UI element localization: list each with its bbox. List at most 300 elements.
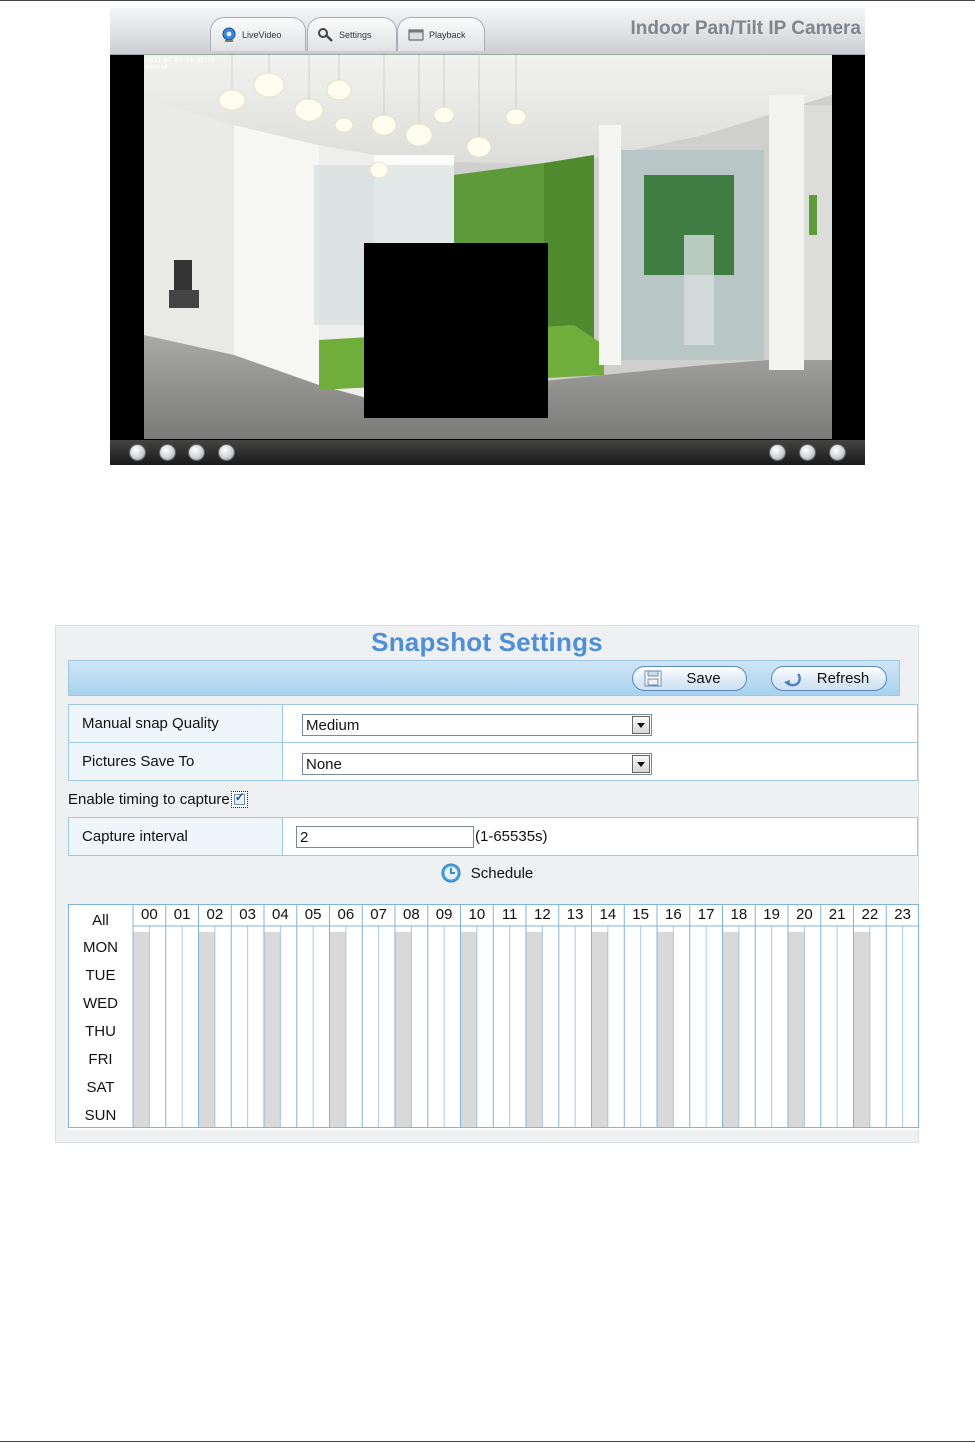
schedule-cell[interactable] xyxy=(608,988,624,1016)
tab-livevideo[interactable] xyxy=(210,17,306,51)
schedule-cell[interactable] xyxy=(330,1072,346,1100)
schedule-cell[interactable] xyxy=(215,1100,231,1128)
schedule-cell[interactable] xyxy=(313,988,329,1016)
schedule-cell[interactable] xyxy=(870,988,886,1016)
schedule-cell[interactable] xyxy=(313,1100,329,1128)
schedule-cell[interactable] xyxy=(854,988,870,1016)
schedule-cell[interactable] xyxy=(542,932,558,960)
schedule-cell[interactable] xyxy=(804,1072,820,1100)
schedule-cell[interactable] xyxy=(330,1016,346,1044)
schedule-cell[interactable] xyxy=(624,1100,640,1128)
schedule-cell[interactable] xyxy=(723,960,739,988)
schedule-cell[interactable] xyxy=(559,1072,575,1100)
schedule-cell[interactable] xyxy=(624,1016,640,1044)
schedule-cell[interactable] xyxy=(330,1044,346,1072)
schedule-cell[interactable] xyxy=(559,988,575,1016)
schedule-cell[interactable] xyxy=(133,1016,149,1044)
schedule-cell[interactable] xyxy=(428,1016,444,1044)
schedule-cell[interactable] xyxy=(166,960,182,988)
schedule-cell[interactable] xyxy=(149,1044,165,1072)
schedule-cell[interactable] xyxy=(199,932,215,960)
schedule-cell[interactable] xyxy=(215,1044,231,1072)
schedule-cell[interactable] xyxy=(755,1100,771,1128)
schedule-cell[interactable] xyxy=(706,1100,722,1128)
schedule-cell[interactable] xyxy=(215,1016,231,1044)
schedule-cell[interactable] xyxy=(477,988,493,1016)
schedule-cell[interactable] xyxy=(166,1100,182,1128)
schedule-cell[interactable] xyxy=(510,1100,526,1128)
schedule-cell[interactable] xyxy=(166,988,182,1016)
schedule-cell[interactable] xyxy=(673,1044,689,1072)
schedule-cell[interactable] xyxy=(854,1044,870,1072)
schedule-cell[interactable] xyxy=(526,1100,542,1128)
schedule-cell[interactable] xyxy=(575,1072,591,1100)
control-button-4[interactable] xyxy=(219,445,234,460)
schedule-cell[interactable] xyxy=(149,1100,165,1128)
schedule-cell[interactable] xyxy=(510,1016,526,1044)
schedule-cell[interactable] xyxy=(182,988,198,1016)
schedule-cell[interactable] xyxy=(690,1072,706,1100)
schedule-cell[interactable] xyxy=(493,1044,509,1072)
schedule-cell[interactable] xyxy=(395,932,411,960)
schedule-cell[interactable] xyxy=(395,960,411,988)
schedule-cell[interactable] xyxy=(444,1072,460,1100)
schedule-cell[interactable] xyxy=(199,960,215,988)
schedule-cell[interactable] xyxy=(510,1072,526,1100)
save-to-select[interactable] xyxy=(302,753,652,775)
schedule-cell[interactable] xyxy=(346,1044,362,1072)
schedule-cell[interactable] xyxy=(903,988,919,1016)
schedule-cell[interactable] xyxy=(280,1016,296,1044)
schedule-cell[interactable] xyxy=(723,1044,739,1072)
schedule-cell[interactable] xyxy=(870,1016,886,1044)
schedule-cell[interactable] xyxy=(624,988,640,1016)
schedule-cell[interactable] xyxy=(673,1072,689,1100)
schedule-cell[interactable] xyxy=(804,1100,820,1128)
schedule-cell[interactable] xyxy=(248,988,264,1016)
schedule-cell[interactable] xyxy=(641,988,657,1016)
schedule-cell[interactable] xyxy=(788,1100,804,1128)
schedule-cell[interactable] xyxy=(461,988,477,1016)
schedule-cell[interactable] xyxy=(772,1072,788,1100)
schedule-cell[interactable] xyxy=(182,1044,198,1072)
schedule-cell[interactable] xyxy=(526,988,542,1016)
schedule-cell[interactable] xyxy=(788,932,804,960)
schedule-cell[interactable] xyxy=(804,960,820,988)
schedule-cell[interactable] xyxy=(133,1100,149,1128)
schedule-cell[interactable] xyxy=(821,988,837,1016)
schedule-cell[interactable] xyxy=(199,1072,215,1100)
schedule-cell[interactable] xyxy=(624,1044,640,1072)
schedule-cell[interactable] xyxy=(592,1100,608,1128)
schedule-cell[interactable] xyxy=(788,1044,804,1072)
schedule-cell[interactable] xyxy=(526,1044,542,1072)
schedule-cell[interactable] xyxy=(559,960,575,988)
schedule-cell[interactable] xyxy=(199,1100,215,1128)
schedule-cell[interactable] xyxy=(264,960,280,988)
schedule-cell[interactable] xyxy=(575,960,591,988)
schedule-cell[interactable] xyxy=(395,1016,411,1044)
schedule-cell[interactable] xyxy=(575,1016,591,1044)
schedule-cell[interactable] xyxy=(428,1100,444,1128)
schedule-cell[interactable] xyxy=(542,1044,558,1072)
schedule-cell[interactable] xyxy=(411,932,427,960)
schedule-cell[interactable] xyxy=(346,1072,362,1100)
schedule-cell[interactable] xyxy=(493,960,509,988)
schedule-cell[interactable] xyxy=(772,1044,788,1072)
schedule-cell[interactable] xyxy=(641,1044,657,1072)
schedule-cell[interactable] xyxy=(510,1044,526,1072)
schedule-cell[interactable] xyxy=(854,960,870,988)
schedule-cell[interactable] xyxy=(461,1044,477,1072)
schedule-cell[interactable] xyxy=(870,1100,886,1128)
schedule-cell[interactable] xyxy=(542,1100,558,1128)
schedule-cell[interactable] xyxy=(379,1016,395,1044)
schedule-cell[interactable] xyxy=(608,1044,624,1072)
schedule-cell[interactable] xyxy=(346,988,362,1016)
schedule-cell[interactable] xyxy=(215,932,231,960)
schedule-cell[interactable] xyxy=(330,1100,346,1128)
schedule-cell[interactable] xyxy=(608,1072,624,1100)
schedule-cell[interactable] xyxy=(657,1100,673,1128)
schedule-cell[interactable] xyxy=(886,1100,902,1128)
schedule-cell[interactable] xyxy=(379,1072,395,1100)
schedule-cell[interactable] xyxy=(477,1100,493,1128)
schedule-cell[interactable] xyxy=(657,988,673,1016)
chevron-down-icon[interactable] xyxy=(632,755,650,773)
schedule-cell[interactable] xyxy=(706,1016,722,1044)
schedule-cell[interactable] xyxy=(199,988,215,1016)
schedule-cell[interactable] xyxy=(411,1016,427,1044)
schedule-cell[interactable] xyxy=(526,1072,542,1100)
control-button-1[interactable] xyxy=(130,445,145,460)
schedule-cell[interactable] xyxy=(493,1016,509,1044)
schedule-cell[interactable] xyxy=(723,1072,739,1100)
schedule-cell[interactable] xyxy=(903,1072,919,1100)
schedule-cell[interactable] xyxy=(313,960,329,988)
schedule-cell[interactable] xyxy=(657,960,673,988)
schedule-cell[interactable] xyxy=(395,1072,411,1100)
schedule-cell[interactable] xyxy=(248,1100,264,1128)
schedule-cell[interactable] xyxy=(559,1044,575,1072)
schedule-cell[interactable] xyxy=(608,1100,624,1128)
schedule-cell[interactable] xyxy=(395,1044,411,1072)
schedule-cell[interactable] xyxy=(870,932,886,960)
schedule-cell[interactable] xyxy=(526,1016,542,1044)
schedule-cell[interactable] xyxy=(444,932,460,960)
schedule-cell[interactable] xyxy=(297,960,313,988)
schedule-cell[interactable] xyxy=(723,932,739,960)
schedule-cell[interactable] xyxy=(886,1044,902,1072)
schedule-cell[interactable] xyxy=(706,988,722,1016)
schedule-cell[interactable] xyxy=(362,1072,378,1100)
schedule-cell[interactable] xyxy=(461,932,477,960)
schedule-cell[interactable] xyxy=(493,932,509,960)
schedule-cell[interactable] xyxy=(297,1072,313,1100)
schedule-cell[interactable] xyxy=(264,1100,280,1128)
schedule-cell[interactable] xyxy=(362,988,378,1016)
schedule-cell[interactable] xyxy=(673,960,689,988)
schedule-cell[interactable] xyxy=(657,1016,673,1044)
schedule-cell[interactable] xyxy=(575,988,591,1016)
schedule-cell[interactable] xyxy=(690,1100,706,1128)
schedule-cell[interactable] xyxy=(739,1100,755,1128)
schedule-cell[interactable] xyxy=(215,960,231,988)
schedule-cell[interactable] xyxy=(231,960,247,988)
schedule-cell[interactable] xyxy=(231,988,247,1016)
schedule-cell[interactable] xyxy=(837,988,853,1016)
schedule-cell[interactable] xyxy=(428,988,444,1016)
schedule-cell[interactable] xyxy=(411,988,427,1016)
schedule-cell[interactable] xyxy=(575,932,591,960)
schedule-cell[interactable] xyxy=(493,1072,509,1100)
schedule-cell[interactable] xyxy=(706,960,722,988)
schedule-cell[interactable] xyxy=(133,960,149,988)
schedule-cell[interactable] xyxy=(182,932,198,960)
schedule-cell[interactable] xyxy=(690,1016,706,1044)
schedule-cell[interactable] xyxy=(428,1072,444,1100)
schedule-cell[interactable] xyxy=(133,1072,149,1100)
schedule-cell[interactable] xyxy=(837,932,853,960)
schedule-cell[interactable] xyxy=(723,1016,739,1044)
schedule-cell[interactable] xyxy=(444,988,460,1016)
schedule-cell[interactable] xyxy=(411,1072,427,1100)
schedule-cell[interactable] xyxy=(854,932,870,960)
schedule-cell[interactable] xyxy=(739,1044,755,1072)
schedule-cell[interactable] xyxy=(264,1072,280,1100)
schedule-cell[interactable] xyxy=(641,960,657,988)
enable-timing-checkbox[interactable] xyxy=(231,791,248,808)
schedule-cell[interactable] xyxy=(510,988,526,1016)
schedule-cell[interactable] xyxy=(379,1100,395,1128)
schedule-cell[interactable] xyxy=(837,1044,853,1072)
schedule-cell[interactable] xyxy=(641,1100,657,1128)
control-button-5[interactable] xyxy=(770,445,785,460)
schedule-cell[interactable] xyxy=(903,1044,919,1072)
schedule-cell[interactable] xyxy=(166,1072,182,1100)
schedule-cell[interactable] xyxy=(444,1044,460,1072)
schedule-cell[interactable] xyxy=(330,988,346,1016)
tab-settings[interactable] xyxy=(307,17,397,51)
schedule-cell[interactable] xyxy=(313,1016,329,1044)
schedule-cell[interactable] xyxy=(592,988,608,1016)
schedule-cell[interactable] xyxy=(199,1044,215,1072)
schedule-cell[interactable] xyxy=(592,1016,608,1044)
tab-playback[interactable] xyxy=(397,17,485,51)
schedule-cell[interactable] xyxy=(330,960,346,988)
schedule-cell[interactable] xyxy=(444,1016,460,1044)
schedule-cell[interactable] xyxy=(788,988,804,1016)
schedule-cell[interactable] xyxy=(379,932,395,960)
schedule-cell[interactable] xyxy=(362,1100,378,1128)
schedule-cell[interactable] xyxy=(510,932,526,960)
schedule-cell[interactable] xyxy=(166,1044,182,1072)
schedule-cell[interactable] xyxy=(739,932,755,960)
schedule-cell[interactable] xyxy=(379,988,395,1016)
schedule-cell[interactable] xyxy=(903,1016,919,1044)
schedule-cell[interactable] xyxy=(657,1044,673,1072)
schedule-cell[interactable] xyxy=(428,1044,444,1072)
schedule-cell[interactable] xyxy=(706,932,722,960)
schedule-cell[interactable] xyxy=(608,960,624,988)
schedule-cell[interactable] xyxy=(821,960,837,988)
schedule-cell[interactable] xyxy=(723,988,739,1016)
schedule-cell[interactable] xyxy=(788,960,804,988)
schedule-cell[interactable] xyxy=(477,1072,493,1100)
schedule-cell[interactable] xyxy=(673,932,689,960)
schedule-cell[interactable] xyxy=(182,960,198,988)
schedule-cell[interactable] xyxy=(231,1100,247,1128)
schedule-cell[interactable] xyxy=(821,1016,837,1044)
schedule-cell[interactable] xyxy=(837,960,853,988)
schedule-cell[interactable] xyxy=(280,960,296,988)
schedule-cell[interactable] xyxy=(821,1044,837,1072)
schedule-cell[interactable] xyxy=(182,1016,198,1044)
schedule-cell[interactable] xyxy=(772,988,788,1016)
schedule-cell[interactable] xyxy=(886,1016,902,1044)
quality-select[interactable] xyxy=(302,714,652,736)
schedule-cell[interactable] xyxy=(477,1016,493,1044)
schedule-cell[interactable] xyxy=(166,932,182,960)
schedule-cell[interactable] xyxy=(346,1016,362,1044)
schedule-cell[interactable] xyxy=(870,1072,886,1100)
schedule-cell[interactable] xyxy=(772,1100,788,1128)
schedule-cell[interactable] xyxy=(739,1072,755,1100)
schedule-cell[interactable] xyxy=(772,960,788,988)
schedule-cell[interactable] xyxy=(690,932,706,960)
schedule-cell[interactable] xyxy=(624,960,640,988)
schedule-cell[interactable] xyxy=(755,1016,771,1044)
schedule-cell[interactable] xyxy=(608,1016,624,1044)
schedule-cell[interactable] xyxy=(739,960,755,988)
schedule-cell[interactable] xyxy=(362,1016,378,1044)
schedule-cell[interactable] xyxy=(592,1044,608,1072)
schedule-cell[interactable] xyxy=(821,1072,837,1100)
schedule-cell[interactable] xyxy=(461,1100,477,1128)
schedule-cell[interactable] xyxy=(133,932,149,960)
schedule-cell[interactable] xyxy=(297,988,313,1016)
schedule-cell[interactable] xyxy=(297,932,313,960)
schedule-cell[interactable] xyxy=(280,988,296,1016)
schedule-cell[interactable] xyxy=(837,1100,853,1128)
schedule-cell[interactable] xyxy=(411,1100,427,1128)
control-button-7[interactable] xyxy=(830,445,845,460)
schedule-cell[interactable] xyxy=(657,1072,673,1100)
schedule-cell[interactable] xyxy=(231,1072,247,1100)
schedule-cell[interactable] xyxy=(313,932,329,960)
schedule-cell[interactable] xyxy=(542,960,558,988)
schedule-cell[interactable] xyxy=(280,1072,296,1100)
schedule-cell[interactable] xyxy=(248,932,264,960)
schedule-cell[interactable] xyxy=(755,932,771,960)
schedule-cell[interactable] xyxy=(199,1016,215,1044)
schedule-cell[interactable] xyxy=(149,960,165,988)
schedule-cell[interactable] xyxy=(723,1100,739,1128)
schedule-cell[interactable] xyxy=(149,932,165,960)
schedule-cell[interactable] xyxy=(624,932,640,960)
schedule-cell[interactable] xyxy=(248,1072,264,1100)
schedule-cell[interactable] xyxy=(690,1044,706,1072)
schedule-cell[interactable] xyxy=(641,1016,657,1044)
schedule-cell[interactable] xyxy=(690,988,706,1016)
schedule-cell[interactable] xyxy=(706,1072,722,1100)
schedule-cell[interactable] xyxy=(215,988,231,1016)
schedule-cell[interactable] xyxy=(149,1016,165,1044)
schedule-cell[interactable] xyxy=(837,1016,853,1044)
schedule-cell[interactable] xyxy=(444,1100,460,1128)
control-button-6[interactable] xyxy=(800,445,815,460)
schedule-cell[interactable] xyxy=(854,1100,870,1128)
schedule-cell[interactable] xyxy=(346,960,362,988)
interval-input[interactable] xyxy=(296,826,474,848)
schedule-cell[interactable] xyxy=(182,1100,198,1128)
schedule-cell[interactable] xyxy=(739,1016,755,1044)
schedule-cell[interactable] xyxy=(411,960,427,988)
schedule-cell[interactable] xyxy=(592,1072,608,1100)
schedule-cell[interactable] xyxy=(493,1100,509,1128)
schedule-cell[interactable] xyxy=(804,1044,820,1072)
schedule-cell[interactable] xyxy=(313,1044,329,1072)
schedule-cell[interactable] xyxy=(854,1016,870,1044)
schedule-cell[interactable] xyxy=(166,1016,182,1044)
schedule-cell[interactable] xyxy=(182,1072,198,1100)
schedule-cell[interactable] xyxy=(624,1072,640,1100)
schedule-cell[interactable] xyxy=(886,932,902,960)
schedule-cell[interactable] xyxy=(231,1016,247,1044)
schedule-cell[interactable] xyxy=(755,960,771,988)
schedule-cell[interactable] xyxy=(248,1016,264,1044)
schedule-cell[interactable] xyxy=(837,1072,853,1100)
schedule-grid[interactable] xyxy=(68,904,919,1130)
schedule-cell[interactable] xyxy=(231,932,247,960)
schedule-cell[interactable] xyxy=(657,932,673,960)
schedule-cell[interactable] xyxy=(542,1072,558,1100)
schedule-cell[interactable] xyxy=(804,988,820,1016)
schedule-cell[interactable] xyxy=(592,932,608,960)
schedule-cell[interactable] xyxy=(641,932,657,960)
schedule-cell[interactable] xyxy=(542,988,558,1016)
schedule-cell[interactable] xyxy=(461,1072,477,1100)
schedule-cell[interactable] xyxy=(362,960,378,988)
schedule-cell[interactable] xyxy=(264,1016,280,1044)
schedule-cell[interactable] xyxy=(804,932,820,960)
schedule-cell[interactable] xyxy=(772,1016,788,1044)
schedule-cell[interactable] xyxy=(821,932,837,960)
schedule-cell[interactable] xyxy=(673,988,689,1016)
schedule-cell[interactable] xyxy=(788,1016,804,1044)
schedule-cell[interactable] xyxy=(886,1072,902,1100)
schedule-cell[interactable] xyxy=(248,960,264,988)
schedule-cell[interactable] xyxy=(886,960,902,988)
schedule-cell[interactable] xyxy=(461,960,477,988)
schedule-cell[interactable] xyxy=(362,1044,378,1072)
schedule-cell[interactable] xyxy=(149,988,165,1016)
schedule-cell[interactable] xyxy=(559,1016,575,1044)
schedule-cell[interactable] xyxy=(542,1016,558,1044)
schedule-cell[interactable] xyxy=(706,1044,722,1072)
schedule-cell[interactable] xyxy=(297,1016,313,1044)
schedule-cell[interactable] xyxy=(804,1016,820,1044)
schedule-cell[interactable] xyxy=(379,960,395,988)
schedule-cell[interactable] xyxy=(411,1044,427,1072)
chevron-down-icon[interactable] xyxy=(632,716,650,734)
control-button-3[interactable] xyxy=(189,445,204,460)
schedule-cell[interactable] xyxy=(559,932,575,960)
schedule-cell[interactable] xyxy=(690,960,706,988)
schedule-cell[interactable] xyxy=(903,960,919,988)
schedule-cell[interactable] xyxy=(821,1100,837,1128)
schedule-cell[interactable] xyxy=(477,960,493,988)
